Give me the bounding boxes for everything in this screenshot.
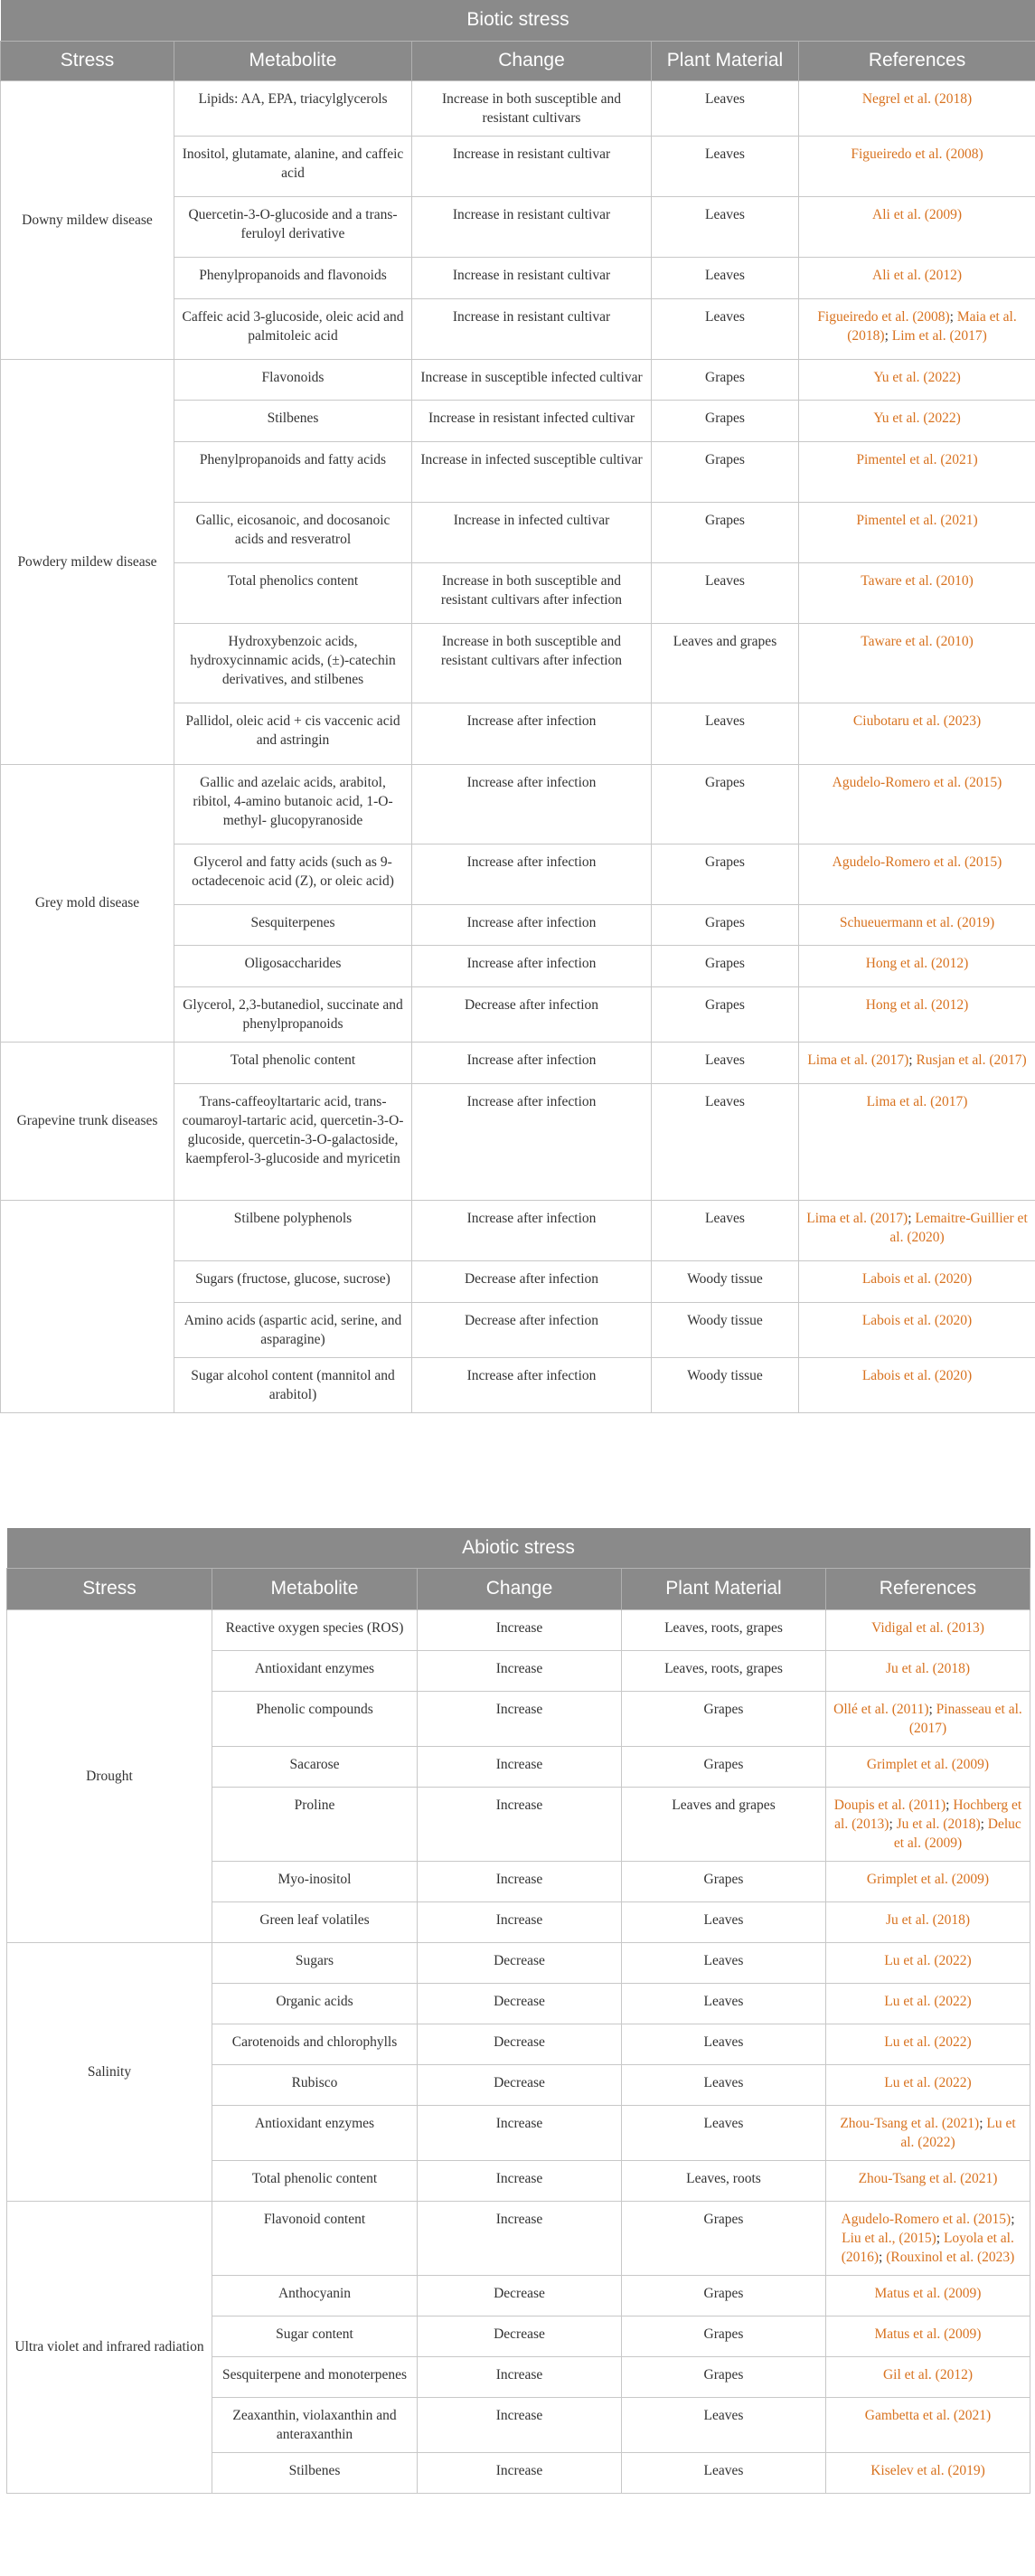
reference-link[interactable]: Ali et al. (2009): [872, 206, 963, 222]
references-cell: [799, 80, 1035, 136]
references-cell: Agudelo-Romero et al. (2015); Liu et al., (2015); Loyola et al. (2016); (Rouxinol et al. (2023): [826, 2201, 1030, 2275]
references-cell: [826, 1861, 1030, 1901]
change-cell: Increase: [418, 2160, 622, 2201]
change-cell: Increase: [418, 1746, 622, 1787]
references-cell: [826, 2452, 1030, 2493]
table-row: [1, 1200, 1035, 1260]
reference-link[interactable]: Matus et al. (2009): [874, 2326, 982, 2342]
plant-material-cell: Grapes: [652, 986, 799, 1042]
references-cell: [826, 2160, 1030, 2201]
column-header-plant-material: Plant Material: [652, 41, 799, 80]
reference-link[interactable]: Hong et al. (2012): [865, 996, 969, 1013]
plant-material-cell: Leaves: [622, 2452, 826, 2493]
reference-link[interactable]: Vidigal et al. (2013): [871, 1619, 984, 1636]
plant-material-cell: Leaves: [652, 562, 799, 623]
metabolite-cell: Organic acids: [212, 1983, 418, 2024]
reference-link[interactable]: Doupis et al. (2011): [833, 1797, 946, 1813]
plant-material-cell: Grapes: [652, 764, 799, 844]
change-cell: Increase after infection: [412, 764, 652, 844]
metabolite-cell: Myo-inositol: [212, 1861, 418, 1901]
stress-cell-grey-mold-disease: Grey mold disease: [1, 764, 174, 1042]
references-cell: [826, 2275, 1030, 2316]
metabolite-cell: Sesquiterpene and monoterpenes: [212, 2356, 418, 2397]
plant-material-cell: Grapes: [622, 2356, 826, 2397]
references-cell: [799, 359, 1035, 400]
reference-link[interactable]: Lu et al. (2022): [900, 2115, 1016, 2150]
plant-material-cell: Leaves: [622, 2024, 826, 2064]
plant-material-cell: Leaves, roots: [622, 2160, 826, 2201]
change-cell: Increase: [418, 2452, 622, 2493]
metabolite-cell: Total phenolic content: [174, 1042, 412, 1083]
metabolite-cell: Quercetin-3-O-glucoside and a trans-feruloyl derivative: [174, 196, 412, 257]
references-cell: Doupis et al. (2011); Hochberg et al. (2013); Ju et al. (2018); Deluc et al. (2009): [826, 1787, 1030, 1861]
references-cell: [799, 986, 1035, 1042]
plant-material-cell: Grapes: [652, 502, 799, 562]
reference-link[interactable]: Agudelo-Romero et al. (2015): [841, 2211, 1011, 2227]
column-header-stress: Stress: [1, 41, 174, 80]
change-cell: Increase: [418, 2201, 622, 2275]
reference-link[interactable]: Ollé et al. (2011): [833, 1701, 929, 1717]
references-cell: [826, 1901, 1030, 1942]
references-cell: [826, 2316, 1030, 2356]
metabolite-cell: Stilbenes: [174, 400, 412, 441]
table-row: [1, 1042, 1035, 1083]
plant-material-cell: Leaves: [652, 136, 799, 196]
change-cell: Increase after infection: [412, 1200, 652, 1260]
references-cell: [799, 196, 1035, 257]
references-cell: [799, 400, 1035, 441]
references-cell: Ollé et al. (2011); Pinasseau et al. (2017): [826, 1691, 1030, 1746]
plant-material-cell: Leaves: [652, 80, 799, 136]
metabolite-cell: Sugars (fructose, glucose, sucrose): [174, 1260, 412, 1302]
metabolite-cell: Total phenolics content: [174, 562, 412, 623]
reference-link[interactable]: Taware et al. (2010): [861, 572, 974, 589]
reference-link[interactable]: Kiselev et al. (2019): [870, 2462, 985, 2478]
reference-link[interactable]: Maia et al. (2018): [847, 308, 1017, 344]
reference-link[interactable]: Pimentel et al. (2021): [856, 512, 978, 528]
plant-material-cell: Grapes: [652, 844, 799, 904]
metabolite-cell: Sugar content: [212, 2316, 418, 2356]
reference-link[interactable]: Ali et al. (2012): [872, 267, 963, 283]
references-cell: [799, 1260, 1035, 1302]
metabolite-cell: Stilbene polyphenols: [174, 1200, 412, 1260]
change-cell: Decrease: [418, 2316, 622, 2356]
plant-material-cell: Leaves: [622, 1983, 826, 2024]
metabolite-cell: Carotenoids and chlorophylls: [212, 2024, 418, 2064]
plant-material-cell: Grapes: [622, 2201, 826, 2275]
references-cell: [799, 844, 1035, 904]
references-cell: [799, 441, 1035, 502]
references-cell: [799, 945, 1035, 986]
change-cell: Increase in resistant cultivar: [412, 196, 652, 257]
change-cell: Increase in resistant infected cultivar: [412, 400, 652, 441]
references-cell: [799, 703, 1035, 764]
plant-material-cell: Leaves: [652, 1200, 799, 1260]
column-header-references: References: [799, 41, 1035, 80]
references-cell: [799, 136, 1035, 196]
reference-link[interactable]: Ciubotaru et al. (2023): [852, 712, 982, 729]
change-cell: Increase in resistant cultivar: [412, 257, 652, 298]
change-cell: Increase in infected susceptible cultivar: [412, 441, 652, 502]
metabolite-cell: Trans-caffeoyltartaric acid, trans-coumaroyl-tartaric acid, quercetin-3-O-glucoside, quercetin-3-O-galactoside, kaempferol-3-glucoside and myricetin: [174, 1083, 412, 1200]
references-cell: [799, 257, 1035, 298]
reference-link[interactable]: Figueiredo et al. (2008): [817, 308, 950, 325]
change-cell: Increase in both susceptible and resistant cultivars: [412, 80, 652, 136]
references-cell: [826, 1942, 1030, 1983]
references-cell: [799, 1302, 1035, 1357]
references-cell: Figueiredo et al. (2008); Maia et al. (2018); Lim et al. (2017): [799, 298, 1035, 359]
reference-link[interactable]: (Rouxinol et al. (2023): [886, 2249, 1015, 2265]
stress-cell-salinity: Salinity: [7, 1942, 212, 2201]
reference-link[interactable]: Loyola et al. (2016): [841, 2230, 1014, 2265]
change-cell: Increase in resistant cultivar: [412, 298, 652, 359]
reference-link[interactable]: Deluc et al. (2009): [893, 1816, 1021, 1851]
metabolite-cell: Sugars: [212, 1942, 418, 1983]
plant-material-cell: Leaves: [622, 1942, 826, 1983]
reference-link[interactable]: Zhou-Tsang et al. (2021): [858, 2170, 998, 2186]
reference-link[interactable]: Yu et al. (2022): [873, 410, 961, 426]
reference-link[interactable]: Labois et al. (2020): [861, 1312, 973, 1328]
plant-material-cell: Leaves, roots, grapes: [622, 1609, 826, 1650]
plant-material-cell: Leaves: [652, 196, 799, 257]
stress-cell-grapevine-trunk-diseases: Grapevine trunk diseases: [1, 1042, 174, 1200]
metabolite-cell: Phenolic compounds: [212, 1691, 418, 1746]
table-row: [7, 1942, 1030, 1983]
reference-link[interactable]: Matus et al. (2009): [874, 2285, 982, 2301]
references-cell: [799, 562, 1035, 623]
stress-cell-drought: Drought: [7, 1609, 212, 1942]
table-row: [1, 764, 1035, 844]
change-cell: Decrease after infection: [412, 1260, 652, 1302]
reference-link[interactable]: Pimentel et al. (2021): [856, 451, 978, 467]
plant-material-cell: Leaves: [652, 703, 799, 764]
references-cell: [799, 502, 1035, 562]
reference-link[interactable]: Grimplet et al. (2009): [866, 1871, 990, 1887]
metabolite-cell: Antioxidant enzymes: [212, 2105, 418, 2160]
change-cell: Increase in susceptible infected cultivar: [412, 359, 652, 400]
change-cell: Increase: [418, 1650, 622, 1691]
abiotic-caption: Abiotic stress: [7, 1528, 1030, 1568]
change-cell: Increase in both susceptible and resistant cultivars after infection: [412, 562, 652, 623]
biotic-caption: Biotic stress: [1, 0, 1035, 41]
reference-link[interactable]: Labois et al. (2020): [861, 1270, 973, 1287]
change-cell: Increase after infection: [412, 945, 652, 986]
reference-link[interactable]: Lu et al. (2022): [884, 1993, 972, 2009]
reference-link[interactable]: Liu et al., (2015): [842, 2230, 936, 2246]
reference-link[interactable]: Rusjan et al. (2017): [916, 1052, 1027, 1068]
reference-link[interactable]: Gambetta et al. (2021): [864, 2407, 992, 2423]
plant-material-cell: Grapes: [622, 1861, 826, 1901]
metabolite-cell: Phenylpropanoids and fatty acids: [174, 441, 412, 502]
references-cell: Zhou-Tsang et al. (2021); Lu et al. (2022): [826, 2105, 1030, 2160]
abiotic-stress-table: [6, 1528, 1030, 2494]
metabolite-cell: Pallidol, oleic acid + cis vaccenic acid and astringin: [174, 703, 412, 764]
table-row: [7, 1609, 1030, 1650]
change-cell: Increase after infection: [412, 904, 652, 945]
change-cell: Decrease after infection: [412, 986, 652, 1042]
metabolite-cell: Total phenolic content: [212, 2160, 418, 2201]
references-cell: [826, 1650, 1030, 1691]
column-header-metabolite: Metabolite: [212, 1568, 418, 1609]
plant-material-cell: Woody tissue: [652, 1357, 799, 1412]
change-cell: Increase after infection: [412, 1083, 652, 1200]
change-cell: Increase: [418, 1861, 622, 1901]
change-cell: Increase: [418, 1691, 622, 1746]
metabolite-cell: Hydroxybenzoic acids, hydroxycinnamic acids, (±)-catechin derivatives, and stilbenes: [174, 623, 412, 703]
metabolite-cell: Sesquiterpenes: [174, 904, 412, 945]
column-header-references: References: [826, 1568, 1030, 1609]
references-cell: [826, 1609, 1030, 1650]
column-header-change: Change: [412, 41, 652, 80]
change-cell: Increase in resistant cultivar: [412, 136, 652, 196]
change-cell: Increase after infection: [412, 1042, 652, 1083]
plant-material-cell: Grapes: [652, 945, 799, 986]
references-cell: Lima et al. (2017); Lemaitre-Guillier et al. (2020): [799, 1200, 1035, 1260]
metabolite-cell: Glycerol and fatty acids (such as 9-octadecenoic acid (Z), or oleic acid): [174, 844, 412, 904]
column-header-stress: Stress: [7, 1568, 212, 1609]
reference-link[interactable]: Gil et al. (2012): [882, 2366, 973, 2383]
reference-link[interactable]: Lima et al. (2017): [866, 1093, 968, 1109]
metabolite-cell: Gallic and azelaic acids, arabitol, ribitol, 4-amino butanoic acid, 1-O-methyl- glucopyranoside: [174, 764, 412, 844]
column-header-change: Change: [418, 1568, 622, 1609]
plant-material-cell: Grapes: [622, 2275, 826, 2316]
metabolite-cell: Amino acids (aspartic acid, serine, and asparagine): [174, 1302, 412, 1357]
metabolite-cell: Flavonoids: [174, 359, 412, 400]
plant-material-cell: Leaves: [622, 2397, 826, 2452]
change-cell: Increase: [418, 2105, 622, 2160]
change-cell: Increase in infected cultivar: [412, 502, 652, 562]
reference-link[interactable]: Figueiredo et al. (2008): [851, 146, 983, 162]
plant-material-cell: Leaves: [652, 298, 799, 359]
reference-link[interactable]: Hochberg et al. (2013): [834, 1797, 1022, 1832]
metabolite-cell: Phenylpropanoids and flavonoids: [174, 257, 412, 298]
metabolite-cell: Flavonoid content: [212, 2201, 418, 2275]
reference-link[interactable]: Taware et al. (2010): [861, 633, 974, 649]
references-cell: [799, 764, 1035, 844]
plant-material-cell: Leaves: [622, 2064, 826, 2105]
stress-cell-group-4: [1, 1200, 174, 1412]
plant-material-cell: Grapes: [622, 1746, 826, 1787]
metabolite-cell: Proline: [212, 1787, 418, 1861]
plant-material-cell: Leaves: [652, 257, 799, 298]
metabolite-cell: Glycerol, 2,3-butanediol, succinate and phenylpropanoids: [174, 986, 412, 1042]
change-cell: Decrease: [418, 1983, 622, 2024]
reference-link[interactable]: Ju et al. (2018): [886, 1660, 970, 1676]
metabolite-cell: Green leaf volatiles: [212, 1901, 418, 1942]
metabolite-cell: Anthocyanin: [212, 2275, 418, 2316]
references-cell: [826, 2397, 1030, 2452]
metabolite-cell: Reactive oxygen species (ROS): [212, 1609, 418, 1650]
reference-link[interactable]: Lima et al. (2017): [806, 1210, 908, 1226]
reference-link[interactable]: Zhou-Tsang et al. (2021): [840, 2115, 980, 2131]
change-cell: Increase: [418, 1787, 622, 1861]
plant-material-cell: Leaves: [652, 1042, 799, 1083]
change-cell: Decrease: [418, 2275, 622, 2316]
references-cell: [826, 2064, 1030, 2105]
change-cell: Increase: [418, 1901, 622, 1942]
reference-link[interactable]: Pinasseau et al. (2017): [908, 1701, 1022, 1736]
reference-link[interactable]: Lu et al. (2022): [884, 2033, 972, 2050]
reference-link[interactable]: Agudelo-Romero et al. (2015): [832, 774, 1002, 790]
metabolite-cell: Stilbenes: [212, 2452, 418, 2493]
plant-material-cell: Grapes: [622, 1691, 826, 1746]
plant-material-cell: Leaves: [652, 1083, 799, 1200]
references-cell: Lima et al. (2017); Rusjan et al. (2017): [799, 1042, 1035, 1083]
stress-cell-powdery-mildew-disease: Powdery mildew disease: [1, 359, 174, 764]
reference-link[interactable]: Hong et al. (2012): [865, 955, 969, 971]
reference-link[interactable]: Lima et al. (2017): [807, 1052, 909, 1068]
reference-link[interactable]: Schueuermann et al. (2019): [839, 914, 995, 930]
references-cell: [826, 2356, 1030, 2397]
plant-material-cell: Grapes: [652, 359, 799, 400]
references-cell: [826, 1983, 1030, 2024]
change-cell: Decrease: [418, 2024, 622, 2064]
metabolite-cell: Rubisco: [212, 2064, 418, 2105]
references-cell: [799, 1357, 1035, 1412]
reference-link[interactable]: Negrel et al. (2018): [861, 90, 973, 107]
references-cell: [826, 2024, 1030, 2064]
plant-material-cell: Grapes: [652, 904, 799, 945]
plant-material-cell: Leaves and grapes: [652, 623, 799, 703]
metabolite-cell: Sugar alcohol content (mannitol and arabitol): [174, 1357, 412, 1412]
stress-cell-downy-mildew-disease: Downy mildew disease: [1, 80, 174, 359]
stress-cell-ultra-violet-and-infrared-radiation: Ultra violet and infrared radiation: [7, 2201, 212, 2493]
change-cell: Decrease after infection: [412, 1302, 652, 1357]
reference-link[interactable]: Lemaitre-Guillier et al. (2020): [889, 1210, 1028, 1245]
reference-link[interactable]: Lu et al. (2022): [884, 2074, 972, 2090]
reference-link[interactable]: Lu et al. (2022): [884, 1952, 972, 1968]
table-row: [1, 359, 1035, 400]
metabolite-cell: Gallic, eicosanoic, and docosanoic acids and resveratrol: [174, 502, 412, 562]
change-cell: Increase in both susceptible and resistant cultivars after infection: [412, 623, 652, 703]
change-cell: Increase: [418, 1609, 622, 1650]
plant-material-cell: Woody tissue: [652, 1260, 799, 1302]
reference-link[interactable]: Ju et al. (2018): [896, 1816, 981, 1832]
plant-material-cell: Woody tissue: [652, 1302, 799, 1357]
reference-link[interactable]: Labois et al. (2020): [861, 1367, 973, 1383]
column-header-metabolite: Metabolite: [174, 41, 412, 80]
change-cell: Increase after infection: [412, 1357, 652, 1412]
references-cell: [826, 1746, 1030, 1787]
plant-material-cell: Grapes: [652, 441, 799, 502]
references-cell: [799, 1083, 1035, 1200]
plant-material-cell: Leaves, roots, grapes: [622, 1650, 826, 1691]
plant-material-cell: Grapes: [622, 2316, 826, 2356]
references-cell: [799, 623, 1035, 703]
change-cell: Decrease: [418, 1942, 622, 1983]
reference-link[interactable]: Lim et al. (2017): [891, 327, 987, 344]
table-row: [1, 80, 1035, 136]
change-cell: Increase: [418, 2356, 622, 2397]
reference-link[interactable]: Agudelo-Romero et al. (2015): [832, 854, 1002, 870]
change-cell: Increase after infection: [412, 703, 652, 764]
metabolite-cell: Lipids: AA, EPA, triacylglycerols: [174, 80, 412, 136]
reference-link[interactable]: Ju et al. (2018): [886, 1911, 970, 1928]
reference-link[interactable]: Grimplet et al. (2009): [866, 1756, 990, 1772]
change-cell: Increase: [418, 2397, 622, 2452]
metabolite-cell: Inositol, glutamate, alanine, and caffeic acid: [174, 136, 412, 196]
metabolite-cell: Caffeic acid 3-glucoside, oleic acid and palmitoleic acid: [174, 298, 412, 359]
plant-material-cell: Leaves: [622, 1901, 826, 1942]
table-row: [7, 2201, 1030, 2275]
plant-material-cell: Grapes: [652, 400, 799, 441]
plant-material-cell: Leaves: [622, 2105, 826, 2160]
reference-link[interactable]: Yu et al. (2022): [873, 369, 961, 385]
column-header-plant-material: Plant Material: [622, 1568, 826, 1609]
metabolite-cell: Antioxidant enzymes: [212, 1650, 418, 1691]
references-cell: [799, 904, 1035, 945]
plant-material-cell: Leaves and grapes: [622, 1787, 826, 1861]
metabolite-cell: Sacarose: [212, 1746, 418, 1787]
change-cell: Increase after infection: [412, 844, 652, 904]
metabolite-cell: Oligosaccharides: [174, 945, 412, 986]
change-cell: Decrease: [418, 2064, 622, 2105]
metabolite-cell: Zeaxanthin, violaxanthin and anteraxanthin: [212, 2397, 418, 2452]
